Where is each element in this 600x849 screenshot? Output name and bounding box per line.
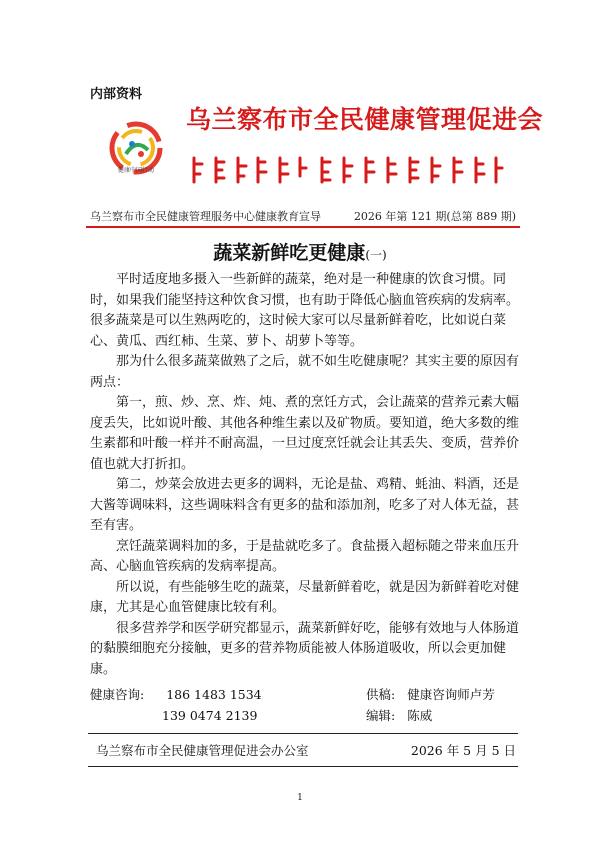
- article-part: (一): [365, 248, 387, 262]
- supply-block: [366, 684, 495, 705]
- consult-label: 健康咨询:: [90, 687, 145, 702]
- publish-date: 2026 年 5 月 5 日: [410, 743, 516, 758]
- paragraph-7: 很多营养学和医学研究都显示，蔬菜新鲜好吃，能够有效地与人体肠道的黏膜细胞充分接触，更多的营养物质能被人体肠道吸收，所以会更加健康。: [90, 620, 520, 677]
- contact-footer: [90, 684, 526, 726]
- paragraph-3: 第一，煎、炒、烹、炸、炖、煮的烹饪方式，会让蔬菜的营养元素大幅度丢失，比如说叶酸、其他各种维生素以及矿物质。要知道，绝大多数的维生素都和叶酸一样并不耐高温，一旦过度烹饪就会让其丢失、变质，营养价值也就大打折扣。: [90, 395, 520, 472]
- issue-number: 2026 年第 121 期(总第 889 期): [353, 210, 516, 223]
- consult-phone-1: 186 1483 1534: [166, 687, 262, 702]
- page-number: 1: [297, 793, 303, 803]
- issue-info-line: [90, 208, 516, 224]
- editor-block: [366, 705, 432, 726]
- consult-block-2: [90, 705, 366, 726]
- consult-block: [90, 684, 366, 705]
- office-line: [96, 741, 516, 759]
- footer-top-divider: [88, 733, 518, 734]
- paragraph-6: 所以说，有些能够生吃的蔬菜，尽量新鲜着吃，就是因为新鲜着吃对健康，尤其是心血管健康比较有利。: [90, 579, 520, 615]
- paragraph-4: 第二，炒菜会放进去更多的调料，无论是盐、鸡精、蚝油、料酒，还是大酱等调味料，这些调味料含有更多的盐和添加剂，吃多了对人体无益，甚至有害。: [90, 477, 520, 533]
- logo-caption: 健康中国行动: [117, 167, 154, 174]
- supply-label: 供稿:: [366, 687, 396, 702]
- article-body: [90, 270, 526, 680]
- office-name: 乌兰察布市全民健康管理促进会办公室: [96, 743, 309, 758]
- editor-value: 陈威: [407, 708, 433, 723]
- consult-phone-2: 139 0474 2139: [162, 708, 258, 723]
- article-title: [0, 238, 600, 265]
- paragraph-1: 平时适度地多摄入一些新鲜的蔬菜，绝对是一种健康的饮食习惯。同时，如果我们能坚持这种饮食习惯，也有助于降低心脑血管疾病的发病率。很多蔬菜是可以生熟两吃的，这时候大家可以尽量新鲜着吃，比如说白菜心、黄瓜、西红柿、生菜、萝卜、胡萝卜等等。: [90, 272, 520, 349]
- footer-bottom-divider: [88, 766, 518, 767]
- paragraph-5: 烹饪蔬菜调料加的多，于是盐就吃多了。食盐摄入超标随之带来血压升高、心脑血管疾病的发病率提高。: [90, 538, 520, 574]
- supply-value: 健康咨询师卢芳: [407, 687, 495, 702]
- organization-title: 乌兰察布市全民健康管理促进会: [186, 105, 544, 134]
- internal-material-label: 内部资料: [90, 87, 143, 102]
- editor-label: 编辑:: [366, 708, 396, 723]
- footer-row-1: [90, 684, 526, 705]
- publisher: 乌兰察布市全民健康管理服务中心健康教育宣导: [90, 210, 321, 223]
- footer-row-2: [90, 705, 526, 726]
- header-divider: [86, 226, 520, 228]
- paragraph-2: 那为什么很多蔬菜做熟了之后，就不如生吃健康呢？其实主要的原因有两点：: [90, 354, 520, 390]
- healthy-china-logo: [108, 110, 164, 190]
- mongolian-script-title: [186, 152, 504, 188]
- article-title-text: 蔬菜新鲜吃更健康: [213, 242, 366, 264]
